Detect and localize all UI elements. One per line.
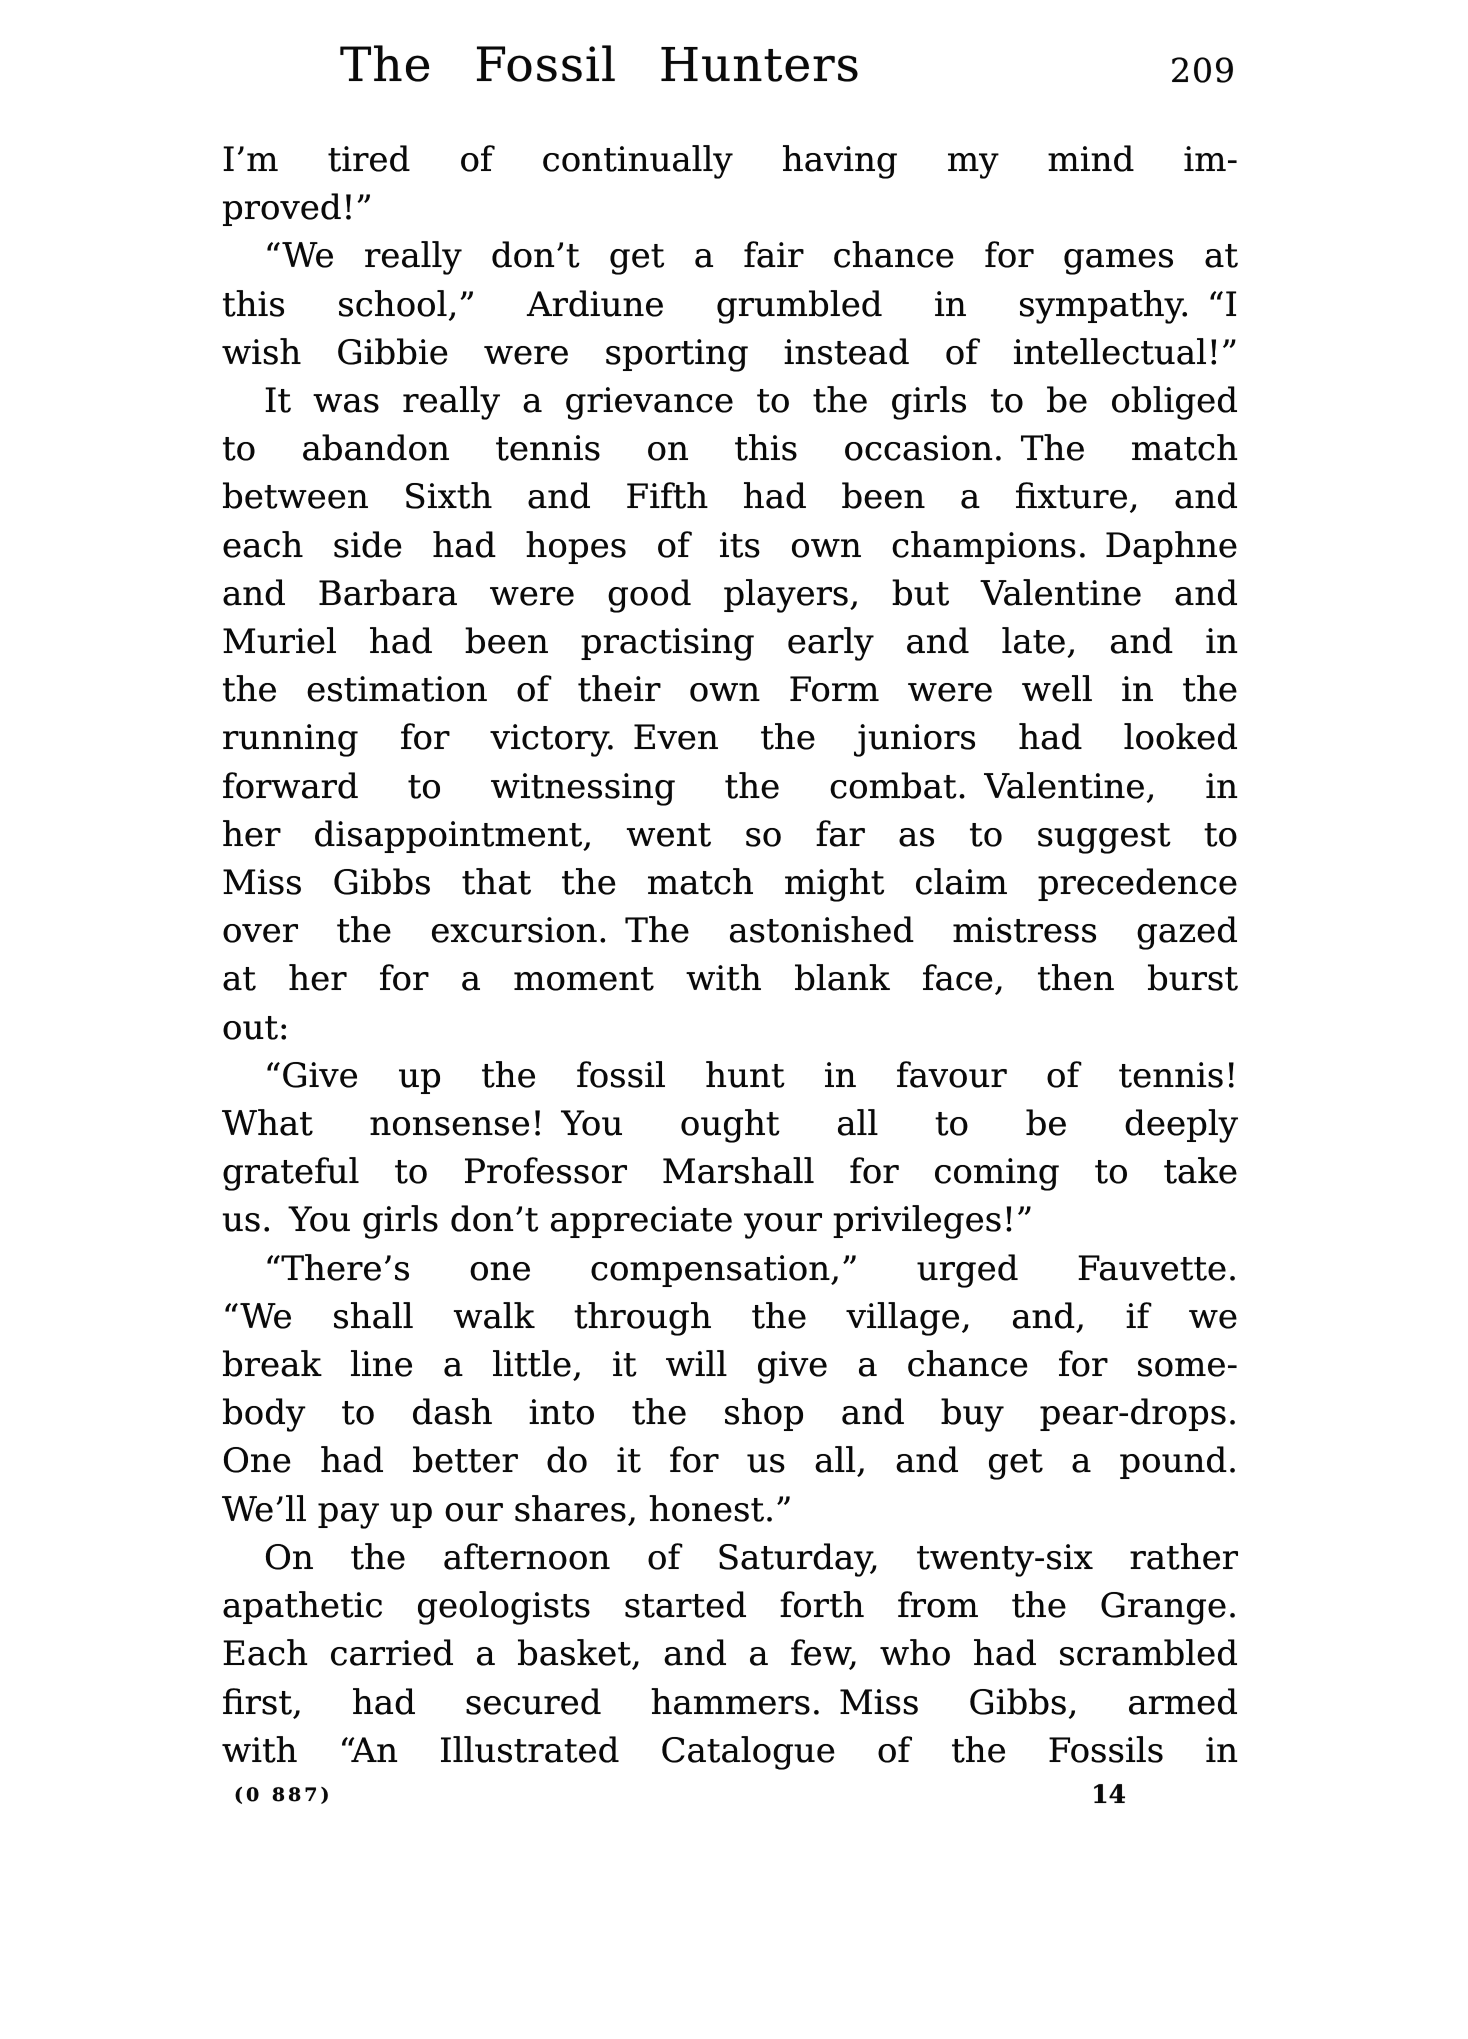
text-line: and Barbara were good players, but Valentine and	[222, 573, 1238, 614]
text-line: “Give up the fossil hunt in favour of tennis!	[264, 1055, 1238, 1096]
text-line: wish Gibbie were sporting instead of intellectual!”	[222, 332, 1238, 373]
text-line: between Sixth and Fifth had been a fixture, and	[222, 477, 1238, 518]
text-line: One had better do it for us all, and get a pound.	[222, 1441, 1238, 1482]
text-line: “We really don’t get a fair chance for games at	[264, 236, 1238, 277]
text-line: What nonsense! You ought all to be deeply	[222, 1104, 1238, 1145]
page-header	[222, 40, 1238, 136]
page-footer	[222, 1780, 1238, 1810]
text-line: running for victory. Even the juniors had looked	[222, 718, 1238, 759]
page-number: 209	[1170, 51, 1236, 90]
page-title: The Fossil Hunters	[340, 38, 861, 93]
body-text	[222, 136, 1238, 1775]
printer-signature-mark: (0 887)	[234, 1783, 333, 1806]
text-line: break line a little, it will give a chance for some-	[222, 1345, 1238, 1386]
text-line: Each carried a basket, and a few, who had scrambled	[222, 1634, 1238, 1675]
text-line: her disappointment, went so far as to suggest to	[222, 814, 1238, 855]
text-column	[222, 40, 1238, 1810]
text-line: Miss Gibbs that the match might claim precedence	[222, 863, 1238, 904]
text-line: at her for a moment with blank face, then burst	[222, 959, 1238, 1000]
text-line: body to dash into the shop and buy pear-drops.	[222, 1393, 1238, 1434]
text-line: grateful to Professor Marshall for coming to take	[222, 1152, 1238, 1193]
gathering-number: 14	[1091, 1779, 1126, 1809]
text-line: over the excursion. The astonished mistress gazed	[222, 911, 1238, 952]
text-line: “We shall walk through the village, and, if we	[222, 1296, 1238, 1337]
text-line: apathetic geologists started forth from the Grange.	[222, 1586, 1238, 1627]
text-line: forward to witnessing the combat. Valentine, in	[222, 766, 1238, 807]
text-line: this school,” Ardiune grumbled in sympathy. “I	[222, 284, 1238, 325]
text-line: out:	[222, 1007, 290, 1048]
text-line: proved!”	[222, 188, 373, 229]
text-line: with “An Illustrated Catalogue of the Fossils in	[222, 1730, 1238, 1771]
text-line: I’m tired of continually having my mind im-	[222, 140, 1238, 180]
text-line: first, had secured hammers. Miss Gibbs, armed	[222, 1682, 1238, 1723]
text-line: the estimation of their own Form were well in the	[222, 670, 1238, 711]
text-line: each side had hopes of its own champions. Daphne	[222, 525, 1238, 566]
text-line: to abandon tennis on this occasion. The match	[222, 429, 1238, 470]
text-line: On the afternoon of Saturday, twenty-six rather	[264, 1537, 1238, 1578]
text-line: us. You girls don’t appreciate your privileges!”	[222, 1200, 1034, 1241]
text-line: Muriel had been practising early and late, and in	[222, 622, 1238, 663]
text-line: We’ll pay up our shares, honest.”	[222, 1489, 793, 1530]
text-line: It was really a grievance to the girls to be obliged	[264, 381, 1238, 422]
text-line: “There’s one compensation,” urged Fauvette.	[264, 1248, 1238, 1289]
